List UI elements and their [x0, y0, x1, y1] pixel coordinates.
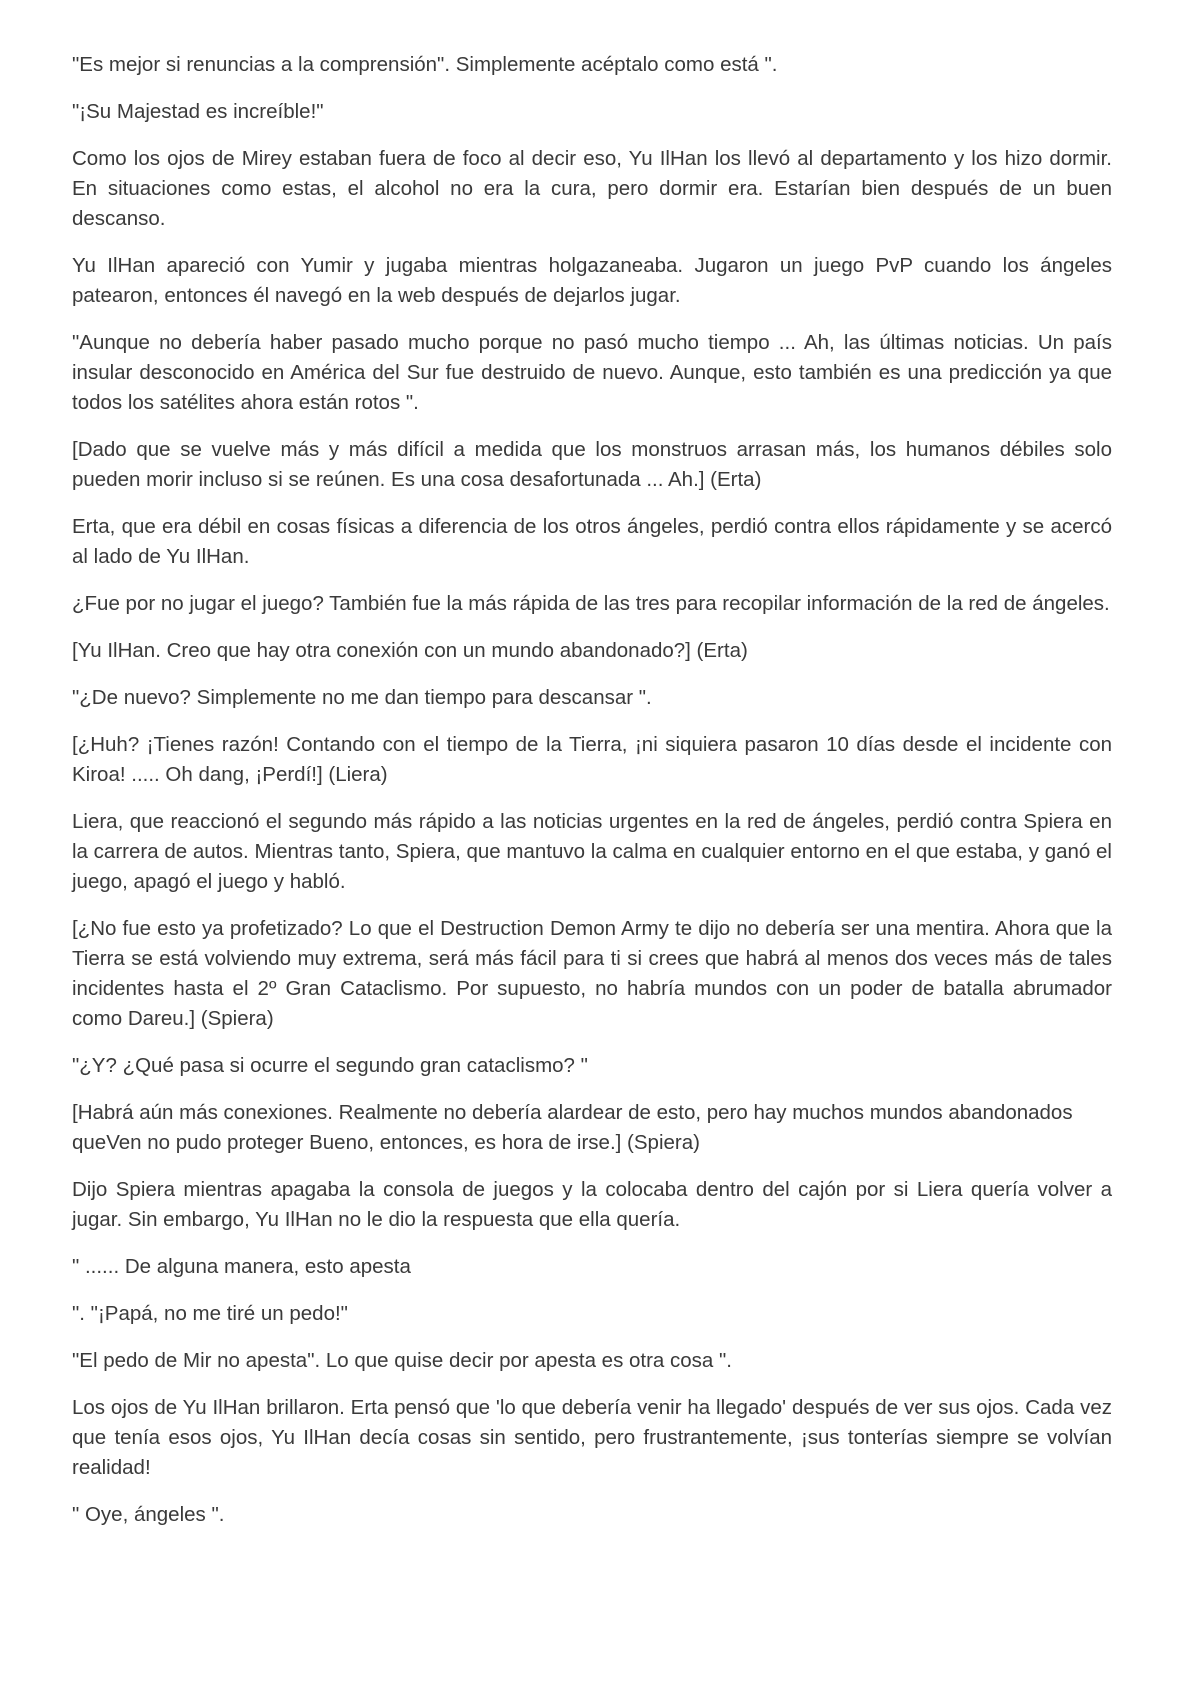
paragraph-21: " Oye, ángeles ". — [72, 1503, 225, 1526]
paragraph-15: [Habrá aún más conexiones. Realmente no debería alardear de esto, pero hay muchos mundos abandonados queVen no pudo proteger Bueno, entonces, es hora de irse.] (Spiera) — [72, 1101, 1073, 1154]
paragraph-5: "Aunque no debería haber pasado mucho porque no pasó mucho tiempo ... Ah, las últimas noticias. Un país insular desconocido en América del Sur fue destruido de nuevo. Aunque, esto también es una predicción ya que todos los satélites ahora están rotos ". — [72, 331, 1112, 414]
paragraph-14: "¿Y? ¿Qué pasa si ocurre el segundo gran cataclismo? " — [72, 1054, 588, 1077]
document-page — [72, 50, 1112, 1547]
paragraph-13: [¿No fue esto ya profetizado? Lo que el Destruction Demon Army te dijo no debería ser una mentira. Ahora que la Tierra se está volviendo muy extrema, será más fácil para ti si crees que habrá al menos dos veces más de tales incidentes hasta el 2º Gran Cataclismo. Por supuesto, no habría mundos con un poder de batalla abrumador como Dareu.] (Spiera) — [72, 917, 1112, 1030]
paragraph-7: Erta, que era débil en cosas físicas a diferencia de los otros ángeles, perdió contra ellos rápidamente y se acercó al lado de Yu IlHan. — [72, 515, 1112, 568]
paragraph-6: [Dado que se vuelve más y más difícil a medida que los monstruos arrasan más, los humanos débiles solo pueden morir incluso si se reúnen. Es una cosa desafortunada ... Ah.] (Erta) — [72, 438, 1112, 491]
paragraph-10: "¿De nuevo? Simplemente no me dan tiempo para descansar ". — [72, 686, 652, 709]
paragraph-19: "El pedo de Mir no apesta". Lo que quise decir por apesta es otra cosa ". — [72, 1349, 733, 1372]
paragraph-1: "Es mejor si renuncias a la comprensión". Simplemente acéptalo como está ". — [72, 53, 778, 76]
paragraph-8: ¿Fue por no jugar el juego? También fue la más rápida de las tres para recopilar información de la red de ángeles. — [72, 592, 1110, 615]
paragraph-4: Yu IlHan apareció con Yumir y jugaba mientras holgazaneaba. Jugaron un juego PvP cuando los ángeles patearon, entonces él navegó en la web después de dejarlos jugar. — [72, 254, 1112, 307]
paragraph-12: Liera, que reaccionó el segundo más rápido a las noticias urgentes en la red de ángeles, perdió contra Spiera en la carrera de autos. Mientras tanto, Spiera, que mantuvo la calma en cualquier entorno en el que estaba, y ganó el juego, apagó el juego y habló. — [72, 810, 1112, 893]
paragraph-11: [¿Huh? ¡Tienes razón! Contando con el tiempo de la Tierra, ¡ni siquiera pasaron 10 días desde el incidente con Kiroa! ..... Oh dang, ¡Perdí!] (Liera) — [72, 733, 1112, 786]
paragraph-9: [Yu IlHan. Creo que hay otra conexión con un mundo abandonado?] (Erta) — [72, 639, 748, 662]
paragraph-16: Dijo Spiera mientras apagaba la consola de juegos y la colocaba dentro del cajón por si Liera quería volver a jugar. Sin embargo, Yu IlHan no le dio la respuesta que ella quería. — [72, 1178, 1112, 1231]
paragraph-2: "¡Su Majestad es increíble!" — [72, 100, 324, 123]
paragraph-3: Como los ojos de Mirey estaban fuera de foco al decir eso, Yu IlHan los llevó al departamento y los hizo dormir. En situaciones como estas, el alcohol no era la cura, pero dormir era. Estarían bien después de un buen descanso. — [72, 147, 1112, 230]
paragraph-17: " ...... De alguna manera, esto apesta — [72, 1255, 411, 1278]
paragraph-18: ". "¡Papá, no me tiré un pedo!" — [72, 1302, 348, 1325]
paragraph-20: Los ojos de Yu IlHan brillaron. Erta pensó que 'lo que debería venir ha llegado' después de ver sus ojos. Cada vez que tenía esos ojos, Yu IlHan decía cosas sin sentido, pero frustrantemente, ¡sus tonterías siempre se volvían realidad! — [72, 1396, 1112, 1479]
